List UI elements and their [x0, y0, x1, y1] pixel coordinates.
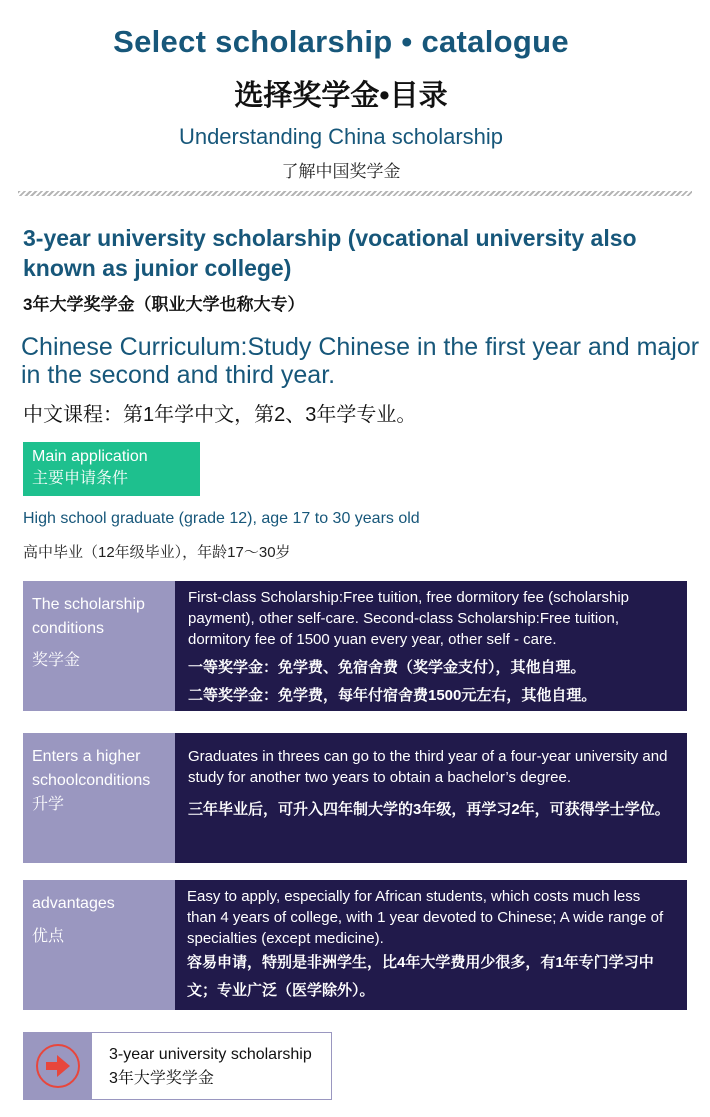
box-label: [23, 880, 175, 1010]
box-label-cn: 优点: [32, 928, 65, 945]
box-body-en: Graduates in threes can go to the third year of a four-year university and study for another two years to obtain a bachelor’s degree.: [188, 748, 668, 786]
tag-label-en: Main application: [32, 448, 148, 465]
footer-label-en: 3-year university scholarship: [109, 1046, 312, 1063]
page-subtitle-cn: 了解中国奖学金: [281, 162, 401, 181]
page-title-en: Select scholarship • catalogue: [113, 24, 569, 59]
box-label-cn: 奖学金: [32, 652, 81, 669]
box-body-cn-1: 容易申请，特别是非洲学生，比4年大学费用少很多，有1年专门学习中文；专业广泛（医学除外）。: [187, 954, 654, 999]
hatched-divider: [18, 191, 692, 196]
box-body-en: Easy to apply, especially for African students, which costs much less than 4 years of college, with 1 year devoted to Chinese; A wide range of specialties (except medicine).: [187, 888, 664, 947]
footer-text: [92, 1033, 331, 1099]
curriculum-text-cn: 中文课程：第1年学中文，第2、3年学专业。: [23, 404, 417, 426]
section-title-en: 3-year university scholarship (vocational university also known as junior college): [23, 225, 637, 281]
three-year-scholarship-link[interactable]: [23, 1032, 332, 1100]
box-label: [23, 733, 175, 863]
box-body: [175, 733, 687, 863]
footer-label-cn: 3年大学奖学金: [109, 1070, 214, 1087]
section-title-cn: 3年大学奖学金（职业大学也称大专）: [23, 295, 305, 314]
box-body-cn-1: 一等奖学金：免学费、免宿舍费（奖学金支付），其他自理。: [188, 659, 586, 676]
requirement-text-cn: 高中毕业（12年级毕业），年龄17～30岁: [23, 544, 291, 561]
box-label-en: Enters a higher schoolconditions: [32, 748, 151, 789]
arrow-right-circle-icon: [34, 1042, 82, 1090]
box-label-en: The scholarship conditions: [32, 596, 145, 637]
box-label: [23, 581, 175, 711]
page-subtitle-en: Understanding China scholarship: [178, 124, 504, 149]
footer-icon-cell: [24, 1033, 92, 1099]
box-body-cn-1: 三年毕业后，可升入四年制大学的3年级，再学习2年，可获得学士学位。: [188, 801, 670, 818]
main-application-tag: [23, 442, 200, 496]
box-label-en: advantages: [32, 895, 115, 912]
box-body: [175, 880, 687, 1010]
requirement-text-en: High school graduate (grade 12), age 17 to 30 years old: [23, 510, 420, 527]
higher-school-conditions-box: [23, 733, 687, 863]
page-title-cn: 选择奖学金•目录: [234, 80, 448, 112]
box-body-cn-2: 二等奖学金：免学费，每年付宿舍费1500元左右，其他自理。: [188, 687, 597, 704]
advantages-box: [23, 880, 687, 1010]
box-body-en: First-class Scholarship:Free tuition, free dormitory fee (scholarship payment), other self-care. Second-class Scholarship:Free tuition, dormitory fee of 1500 yuan every year, other self - care.: [188, 589, 629, 648]
curriculum-text-en: Chinese Curriculum:Study Chinese in the first year and major in the second and third year.: [21, 333, 700, 389]
box-label-cn: 升学: [32, 796, 65, 813]
box-body: [175, 581, 687, 711]
tag-label-cn: 主要申请条件: [32, 470, 129, 487]
scholarship-conditions-box: [23, 581, 687, 711]
